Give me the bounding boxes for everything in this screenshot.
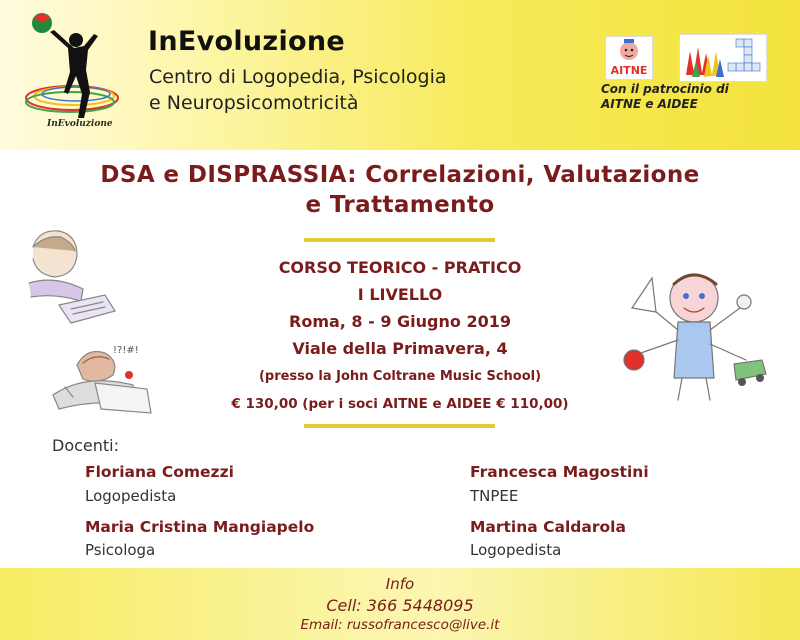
org-name: InEvoluzione	[148, 26, 345, 57]
divider-top	[304, 238, 495, 242]
frustrated-child-drawing	[25, 225, 175, 415]
course-venue: (presso la John Coltrane Music School)	[258, 369, 542, 384]
patronage-note	[601, 82, 781, 112]
divider-bottom	[304, 424, 495, 428]
course-type: CORSO TEORICO - PRATICO	[278, 258, 522, 277]
teacher-role: Logopedista	[85, 487, 177, 505]
aitne-logo-icon	[606, 37, 652, 79]
aidee-logo-icon	[680, 35, 766, 81]
logo-caption: InEvoluzione	[47, 119, 113, 129]
info-email[interactable]: Email: russofrancesco@live.it	[300, 617, 500, 633]
org-description-line1: Centro di Logopedia, Psicologia	[149, 66, 447, 88]
patronage-line1: Con il patrocinio di	[601, 82, 729, 96]
teacher-role: Psicologa	[85, 541, 156, 559]
course-title-line1: DSA e DISPRASSIA: Correlazioni, Valutazione	[100, 162, 700, 188]
svg-text:AITNE: AITNE	[610, 64, 648, 77]
teachers-label: Docenti:	[52, 436, 119, 455]
org-description-line2: e Neuropsicomotricità	[149, 92, 359, 114]
course-price: € 130,00 (per i soci AITNE e AIDEE € 110,00)	[231, 396, 569, 412]
teacher-role: Logopedista	[470, 541, 562, 559]
course-title	[0, 160, 800, 220]
scribble-symbols: !?!#!	[113, 345, 139, 356]
info-phone: Cell: 366 5448095	[326, 596, 474, 615]
aitne-logo	[605, 36, 653, 80]
course-date: Roma, 8 - 9 Giugno 2019	[289, 312, 511, 331]
patronage-line2: AITNE e AIDEE	[601, 97, 698, 111]
logo-figure-icon	[20, 10, 135, 135]
teacher-role: TNPEE	[470, 487, 519, 505]
course-address: Viale della Primavera, 4	[292, 339, 508, 358]
info-label: Info	[385, 575, 415, 593]
teacher-name: Floriana Comezzi	[85, 463, 234, 481]
course-title-line2: e Trattamento	[305, 192, 495, 218]
inevoluzione-logo	[20, 10, 135, 135]
teacher-name: Francesca Magostini	[470, 463, 649, 481]
busy-child-drawing	[622, 268, 772, 403]
aidee-logo	[679, 34, 767, 82]
teacher-name: Maria Cristina Mangiapelo	[85, 518, 315, 536]
course-level: I LIVELLO	[357, 285, 443, 304]
teacher-name: Martina Caldarola	[470, 518, 626, 536]
